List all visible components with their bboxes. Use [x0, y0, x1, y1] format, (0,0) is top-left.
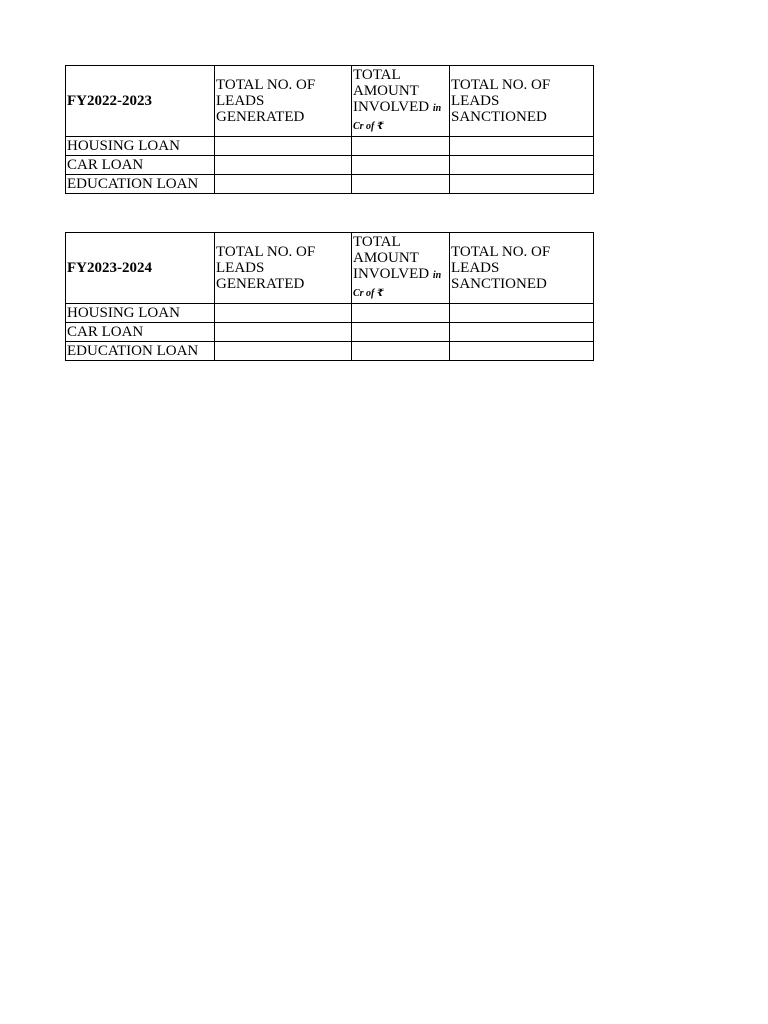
row-label[interactable]: HOUSING LOAN — [66, 304, 215, 323]
row-label[interactable]: EDUCATION LOAN — [66, 175, 215, 194]
cell-leads-generated[interactable] — [215, 323, 352, 342]
header-amount-involved[interactable] — [352, 233, 450, 304]
header-amount-label: TOTAL AMOUNT INVOLVED — [353, 67, 430, 115]
header-amount-label: TOTAL AMOUNT INVOLVED — [353, 234, 430, 282]
cell-amount-involved[interactable] — [352, 323, 450, 342]
header-amount-unit-in: in — [432, 103, 442, 114]
cell-amount-involved[interactable] — [352, 137, 450, 156]
cell-leads-generated[interactable] — [215, 342, 352, 361]
cell-leads-generated[interactable] — [215, 304, 352, 323]
cell-amount-involved[interactable] — [352, 175, 450, 194]
cell-amount-involved[interactable] — [352, 156, 450, 175]
fiscal-year-label[interactable]: FY2023-2024 — [66, 233, 215, 304]
row-label[interactable]: EDUCATION LOAN — [66, 342, 215, 361]
cell-leads-sanctioned[interactable] — [450, 323, 594, 342]
table-row — [66, 323, 594, 342]
cell-leads-sanctioned[interactable] — [450, 175, 594, 194]
cell-leads-generated[interactable] — [215, 175, 352, 194]
table-row — [66, 342, 594, 361]
row-label[interactable]: CAR LOAN — [66, 156, 215, 175]
table-row — [66, 304, 594, 323]
row-label[interactable]: HOUSING LOAN — [66, 137, 215, 156]
row-label[interactable]: CAR LOAN — [66, 323, 215, 342]
header-amount-unit-in: in — [432, 270, 442, 281]
cell-leads-sanctioned[interactable] — [450, 342, 594, 361]
table-header-row — [66, 66, 594, 137]
header-leads-sanctioned[interactable]: TOTAL NO. OF LEADS SANCTIONED — [450, 233, 594, 304]
cell-amount-involved[interactable] — [352, 304, 450, 323]
leads-table-fy2023-2024 — [65, 232, 594, 361]
header-leads-generated[interactable]: TOTAL NO. OF LEADS GENERATED — [215, 233, 352, 304]
cell-leads-generated[interactable] — [215, 156, 352, 175]
cell-leads-sanctioned[interactable] — [450, 304, 594, 323]
cell-leads-sanctioned[interactable] — [450, 156, 594, 175]
leads-table-fy2022-2023 — [65, 65, 594, 194]
header-amount-unit: Cr of ₹ — [353, 121, 384, 132]
fiscal-year-label[interactable]: FY2022-2023 — [66, 66, 215, 137]
header-leads-sanctioned[interactable]: TOTAL NO. OF LEADS SANCTIONED — [450, 66, 594, 137]
header-leads-generated[interactable]: TOTAL NO. OF LEADS GENERATED — [215, 66, 352, 137]
cell-amount-involved[interactable] — [352, 342, 450, 361]
cell-leads-generated[interactable] — [215, 137, 352, 156]
table-header-row — [66, 233, 594, 304]
cell-leads-sanctioned[interactable] — [450, 137, 594, 156]
table-row — [66, 156, 594, 175]
table-row — [66, 175, 594, 194]
table-row — [66, 137, 594, 156]
header-amount-involved[interactable] — [352, 66, 450, 137]
header-amount-unit: Cr of ₹ — [353, 288, 384, 299]
